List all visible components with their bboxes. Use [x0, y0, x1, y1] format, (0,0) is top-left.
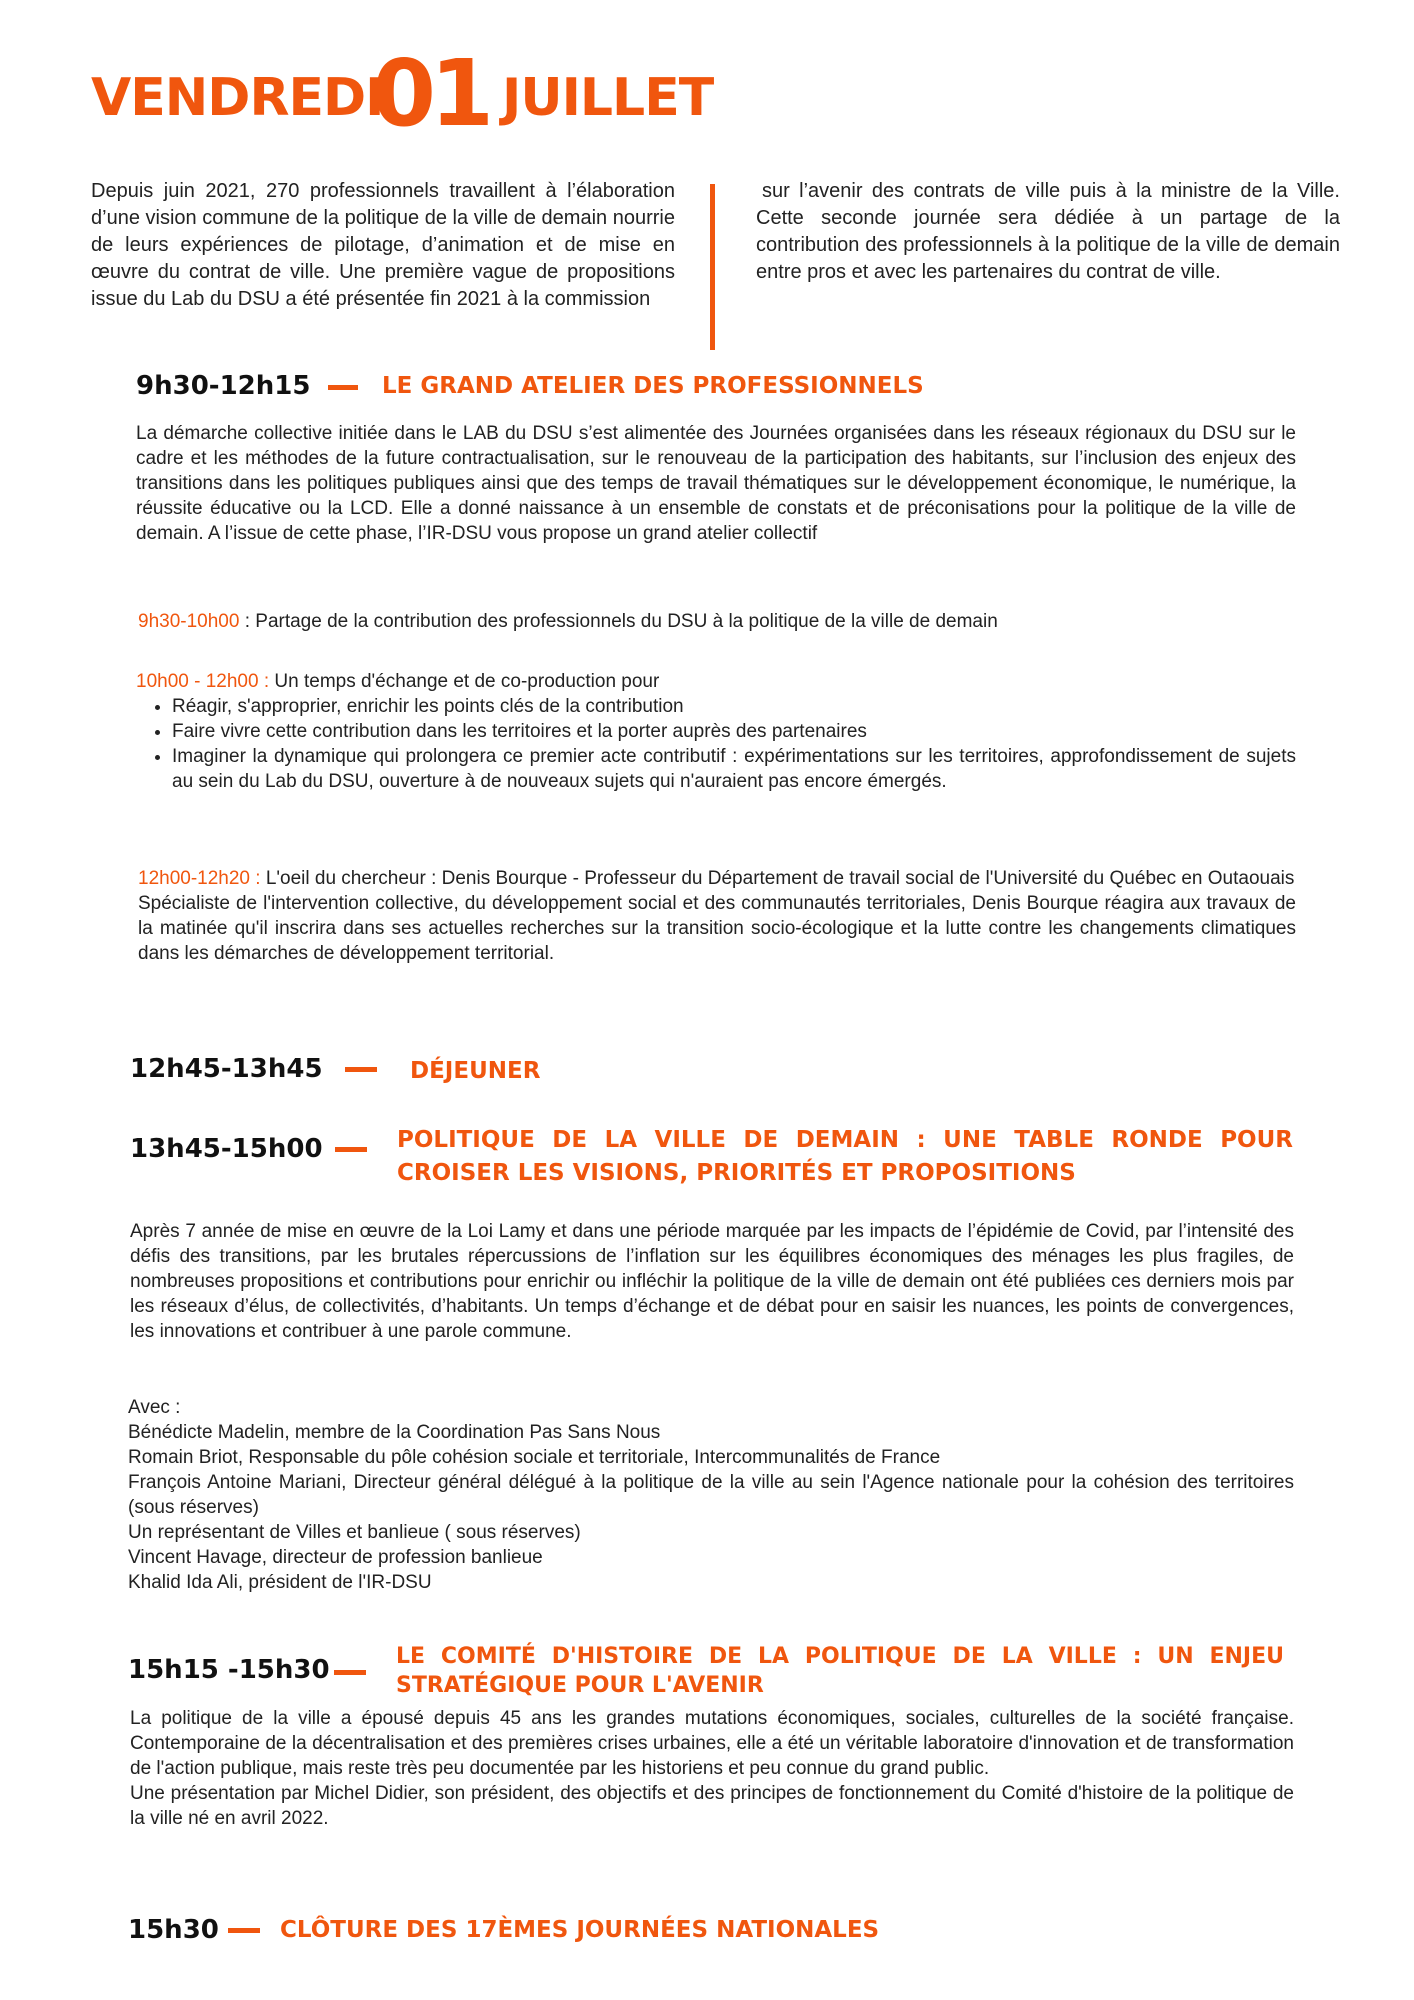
slot3-body: Spécialiste de l'intervention collective, du développement social et des communautés territoriales, Denis Bourque réagira aux travaux de la matinée qu'il inscrira dans ses actuelles recherches sur la transition socio-écologique et la lutte contre les changements climatiques dans les démarches de développement territorial.	[138, 893, 1296, 964]
section4-dash	[334, 1670, 366, 1675]
slot3-label: 12h00-12h20 :	[138, 868, 261, 889]
section4-body-paragraph-1: La politique de la ville a épousé depuis 45 ans les grandes mutations économiques, sociales, culturelles de la société française. Contemporaine de la décentralisation et des premières crises urbaines, elle a été un véritable laboratoire d'innovation et de transformation de l'action publique, mais reste très peu documentée par les historiens et peu connue du grand public.	[130, 1708, 1294, 1779]
speaker-item: Khalid Ida Ali, président de l'IR-DSU	[128, 1572, 432, 1593]
section4-body	[130, 1706, 1294, 1831]
section1-dash	[328, 385, 358, 390]
slot1-label: 9h30-10h00	[138, 611, 240, 632]
speaker-item: Un représentant de Villes et banlieue ( sous réserves)	[128, 1522, 581, 1543]
bullet-item: • Imaginer la dynamique qui prolongera ce premier acte contributif : expérimentations sur les territoires, approfondissement de sujets au sein du Lab du DSU, ouverture à de nouveaux sujets qui n'auraient pas encore émergés.	[172, 744, 1296, 794]
header-date-number: 01	[372, 40, 489, 147]
section2-title: DÉJEUNER	[410, 1058, 541, 1084]
header-day: VENDREDI	[91, 68, 384, 128]
bullet-item: • Faire vivre cette contribution dans les territoires et la porter auprès des partenaires	[172, 719, 1296, 744]
speaker-item: Bénédicte Madelin, membre de la Coordination Pas Sans Nous	[128, 1422, 661, 1443]
section4-body-paragraph-2: Une présentation par Michel Didier, son président, des objectifs et des principes de fonctionnement du Comité d'histoire de la politique de la ville né en avril 2022.	[130, 1783, 1294, 1829]
speakers-label: Avec :	[128, 1397, 181, 1418]
section3-speakers	[128, 1395, 1294, 1595]
intro-right-column: sur l’avenir des contrats de ville puis à la ministre de la Ville. Cette seconde journée sera dédiée à un partage de la contribution des professionnels à la politique de la ville de demain entre pros et avec les partenaires du contrat de ville.	[756, 180, 1340, 283]
speaker-item: Romain Briot, Responsable du pôle cohésion sociale et territoriale, Intercommunalités de France	[128, 1447, 941, 1468]
speaker-item: Vincent Havage, directeur de profession banlieue	[128, 1547, 543, 1568]
slot2-text: Un temps d'échange et de co-production pour	[269, 671, 660, 692]
section1-slot3	[138, 866, 1296, 966]
section3-body: Après 7 année de mise en œuvre de la Loi Lamy et dans une période marquée par les impacts de l’épidémie de Covid, par l’intensité des défis des transitions, par les brutales répercussions de l’inflation sur les équilibres économiques des ménages les plus fragiles, de nombreuses propositions et contributions pour enrichir ou infléchir la politique de la ville de demain ont été publiées ces derniers mois par les réseaux d’élus, de collectivités, d’habitants. Un temps d’échange et de débat pour en saisir les nuances, les points de convergences, les innovations et contribuer à une parole commune.	[130, 1221, 1294, 1342]
section2-time: 12h45-13h45	[130, 1054, 323, 1084]
intro-divider	[710, 184, 715, 350]
slot2-bullet-list	[136, 694, 1296, 794]
section3-title: POLITIQUE DE LA VILLE DE DEMAIN : UNE TABLE RONDE POUR CROISER LES VISIONS, PRIORITÉS ET PROPOSITIONS	[397, 1127, 1293, 1186]
section4-title: LE COMITÉ D'HISTOIRE DE LA POLITIQUE DE LA VILLE : UN ENJEU STRATÉGIQUE POUR L'AVENIR	[396, 1644, 1284, 1698]
section1-time: 9h30-12h15	[136, 371, 311, 401]
slot2-label: 10h00 - 12h00 :	[136, 671, 270, 692]
section3-time: 13h45-15h00	[130, 1134, 323, 1164]
speaker-item: François Antoine Mariani, Directeur général délégué à la politique de la ville au sein l'Agence nationale pour la cohésion des territoires (sous réserves)	[128, 1472, 1294, 1518]
section5-dash	[228, 1928, 260, 1933]
section1-slot2	[136, 669, 1296, 794]
section1-body: La démarche collective initiée dans le LAB du DSU s’est alimentée des Journées organisées dans les réseaux régionaux du DSU sur le cadre et les méthodes de la future contractualisation, sur le renouveau de la participation des habitants, sur l’inclusion des enjeux des transitions dans les politiques publiques ainsi que des temps de travail thématiques sur le développement économique, le numérique, la réussite éducative ou la LCD. Elle a donné naissance à un ensemble de constats et de préconisations pour la politique de la ville de demain. A l’issue de cette phase, l’IR-DSU vous propose un grand atelier collectif	[136, 423, 1296, 544]
section3-dash	[335, 1147, 367, 1152]
section4-time: 15h15 -15h30	[128, 1655, 330, 1685]
intro-left-column: Depuis juin 2021, 270 professionnels travaillent à l’élaboration d’une vision commune de la politique de la ville de demain nourrie de leurs expériences de pilotage, d’animation et de mise en œuvre du contrat de ville. Une première vague de propositions issue du Lab du DSU a été présentée fin 2021 à la commission	[91, 180, 675, 310]
header-month: JUILLET	[502, 68, 714, 128]
section2-dash	[345, 1067, 377, 1072]
section5-title: CLÔTURE DES 17ÈMES JOURNÉES NATIONALES	[280, 1917, 880, 1943]
slot1-text: : Partage de la contribution des professionnels du DSU à la politique de la ville de demain	[239, 611, 998, 632]
section5-time: 15h30	[128, 1915, 219, 1945]
bullet-item: • Réagir, s'approprier, enrichir les points clés de la contribution	[172, 694, 1296, 719]
slot3-text: L'oeil du chercheur : Denis Bourque - Professeur du Département de travail social de l'Université du Québec en Outaouais	[260, 868, 1295, 889]
section1-title: LE GRAND ATELIER DES PROFESSIONNELS	[382, 373, 924, 399]
section1-slot1	[138, 609, 1298, 634]
